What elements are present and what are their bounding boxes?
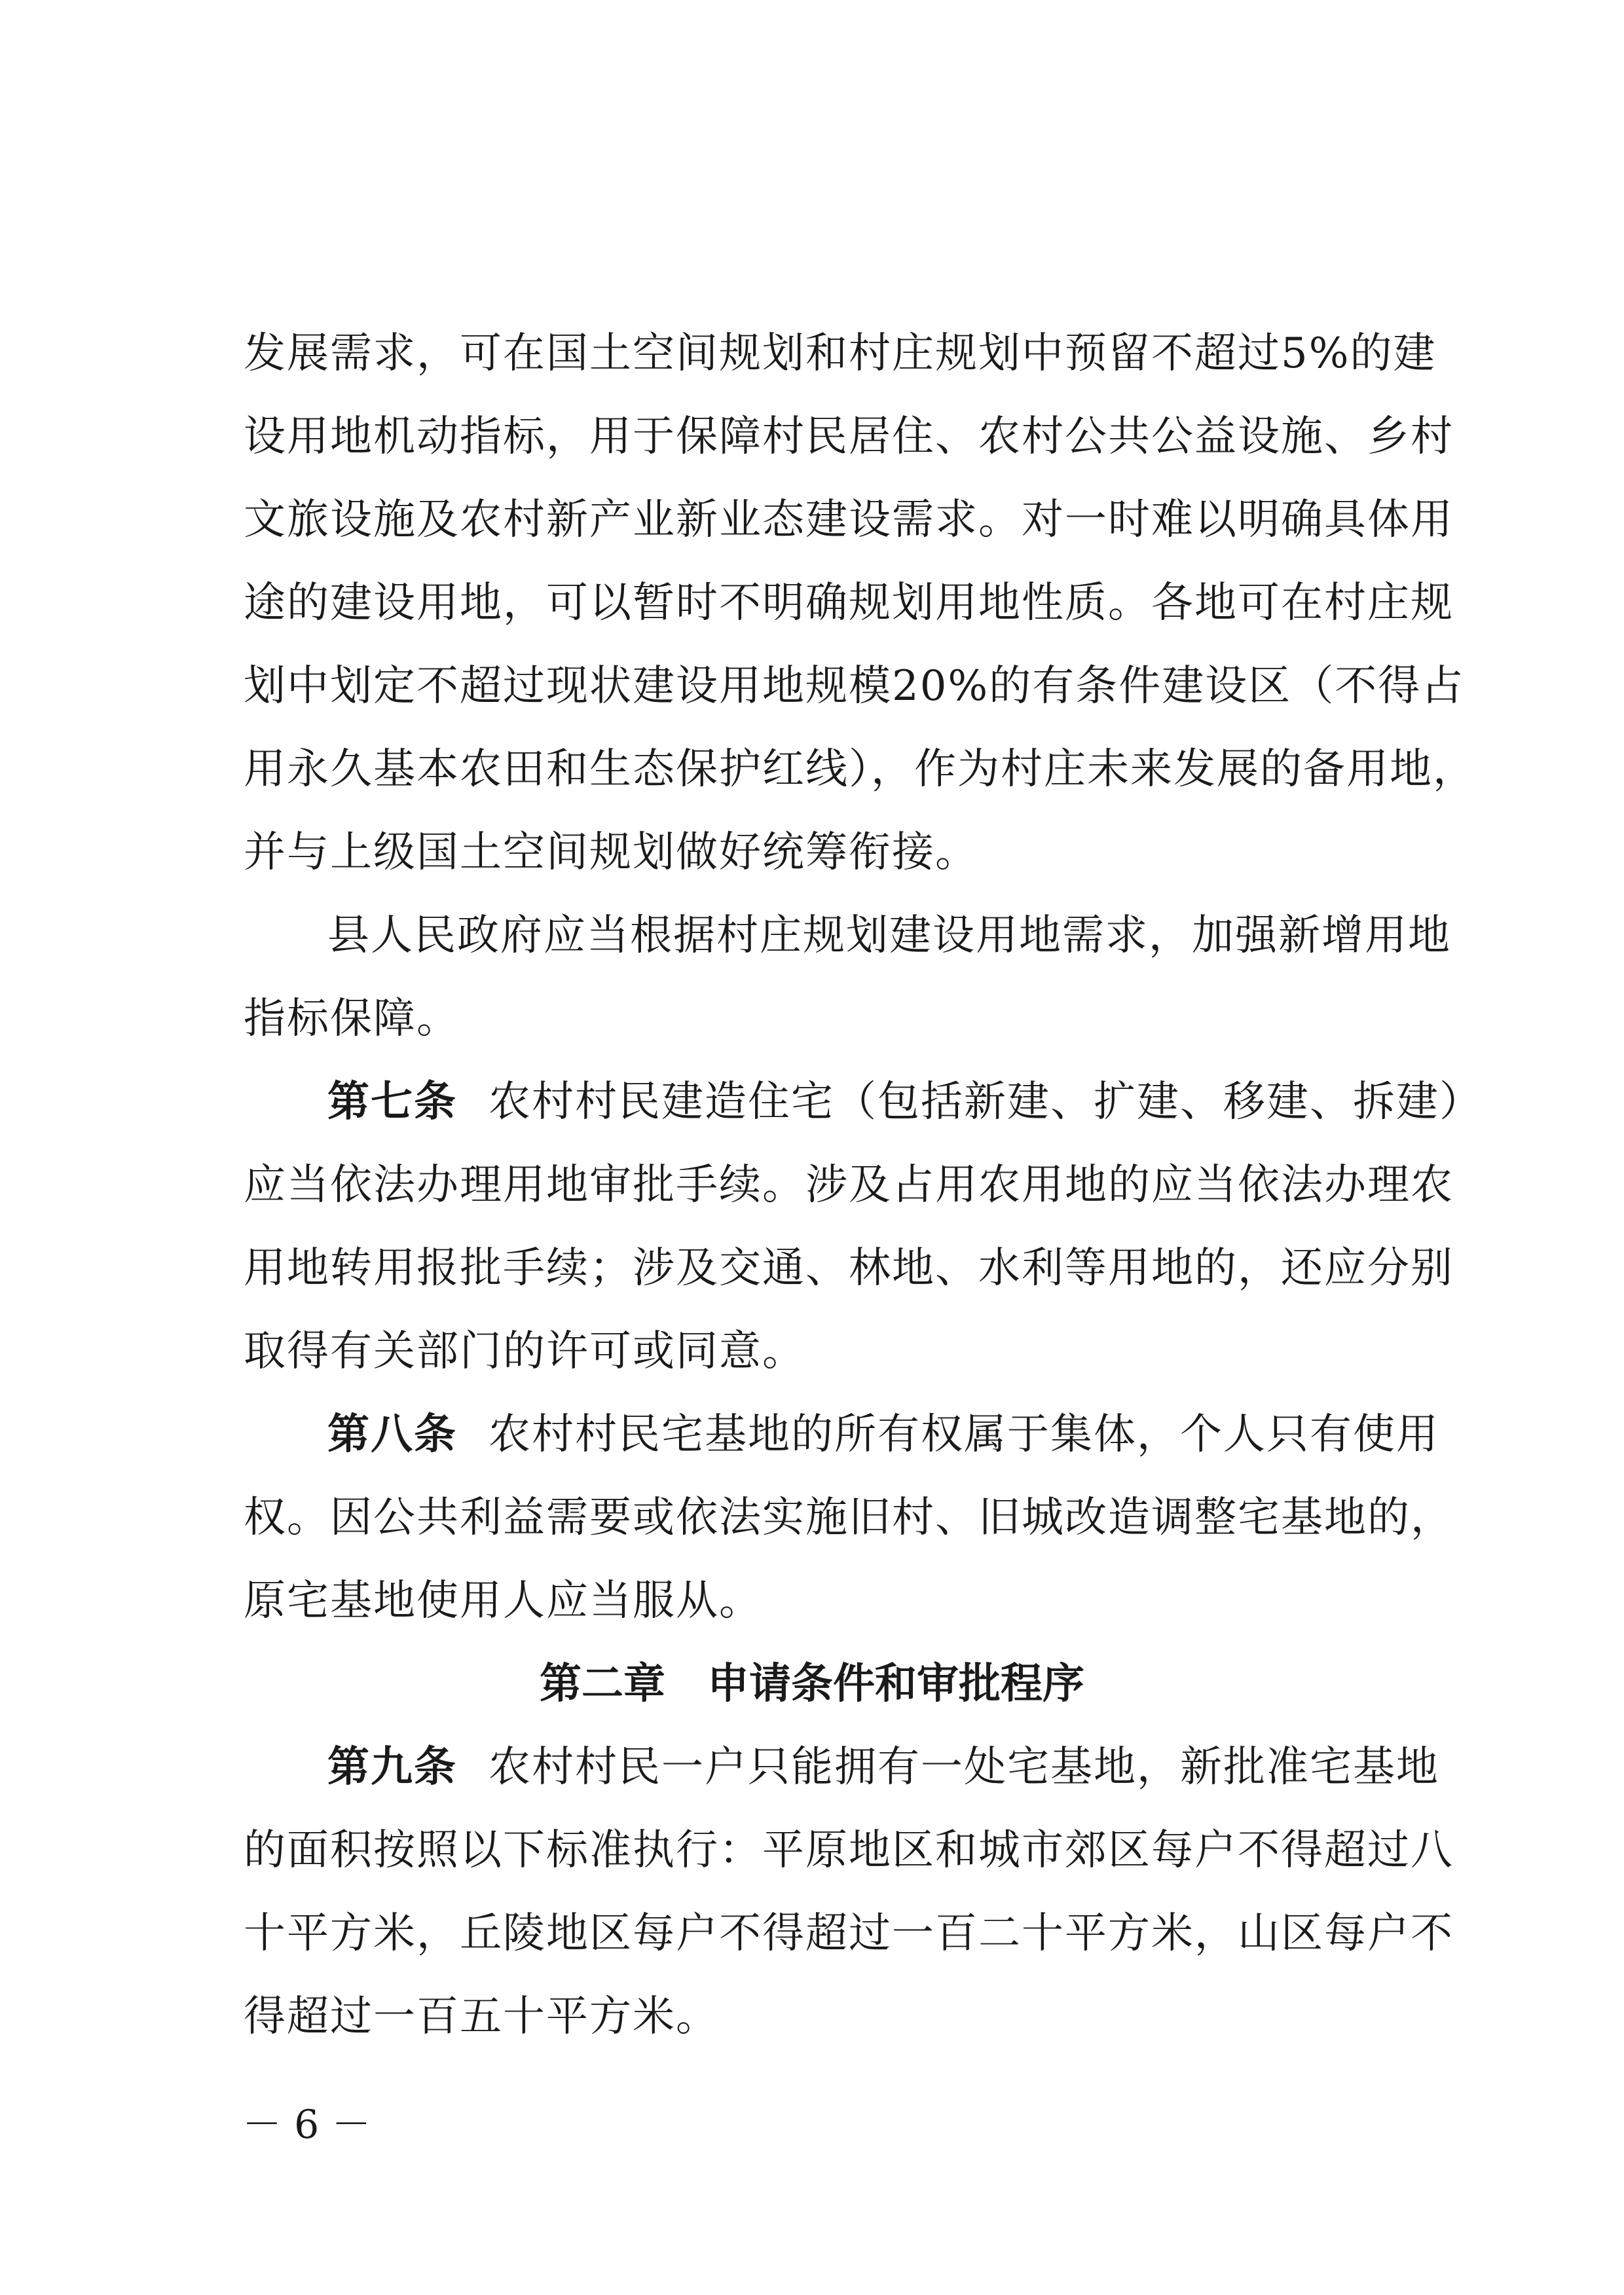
chapter-heading <box>0 1655 1624 1714</box>
body-line: 用永久基本农田和生态保护红线），作为村庄未来发展的备用地， <box>244 745 1476 794</box>
body-line: 指标保障。 <box>244 995 460 1043</box>
body-line: 途的建设用地，可以暂时不明确规划用地性质。各地可在村庄规 <box>244 579 1454 627</box>
chapter-number: 第二章 <box>540 1660 665 1708</box>
article-9-first-line <box>327 1738 1439 1797</box>
body-line: 县人民政府应当根据村庄规划建设用地需求，加强新增用地 <box>327 911 1451 960</box>
body-line: 得超过一百五十平方米。 <box>244 1992 719 2041</box>
article-7-text: 农村村民建造住宅（包括新建、扩建、移建、拆建） <box>489 1078 1483 1126</box>
body-line: 文旅设施及农村新产业新业态建设需求。对一时难以明确具体用 <box>244 496 1454 544</box>
body-line: 权。因公共利益需要或依法实施旧村、旧城改造调整宅基地的， <box>244 1494 1454 1542</box>
body-line: 十平方米，丘陵地区每户不得超过一百二十平方米，山区每户不 <box>244 1909 1454 1958</box>
body-line: 发展需求，可在国土空间规划和村庄规划中预留不超过5%的建 <box>244 329 1437 378</box>
article-9-text: 农村村民一户只能拥有一处宅基地，新批准宅基地 <box>489 1743 1439 1791</box>
article-8-label: 第八条 <box>327 1410 457 1459</box>
chapter-title: 申请条件和审批程序 <box>707 1660 1084 1708</box>
body-line: 划中划定不超过现状建设用地规模20%的有条件建设区（不得占 <box>244 662 1465 710</box>
body-line: 取得有关部门的许可或同意。 <box>244 1327 805 1376</box>
body-line: 应当依法办理用地审批手续。涉及占用农用地的应当依法办理农 <box>244 1161 1454 1209</box>
article-7-label: 第七条 <box>327 1078 457 1126</box>
article-9-label: 第九条 <box>327 1743 457 1791</box>
body-line: 的面积按照以下标准执行：平原地区和城市郊区每户不得超过八 <box>244 1826 1454 1875</box>
article-8-text: 农村村民宅基地的所有权属于集体，个人只有使用 <box>489 1410 1439 1459</box>
body-line: 原宅基地使用人应当服从。 <box>244 1577 762 1625</box>
body-line: 设用地机动指标，用于保障村民居住、农村公共公益设施、乡村 <box>244 413 1454 461</box>
article-8-first-line <box>327 1405 1439 1464</box>
body-line: 并与上级国土空间规划做好统筹衔接。 <box>244 828 978 877</box>
article-7-first-line <box>327 1073 1483 1131</box>
page-number: － 6 － <box>242 2102 371 2148</box>
body-line: 用地转用报批手续；涉及交通、林地、水利等用地的，还应分别 <box>244 1244 1454 1293</box>
